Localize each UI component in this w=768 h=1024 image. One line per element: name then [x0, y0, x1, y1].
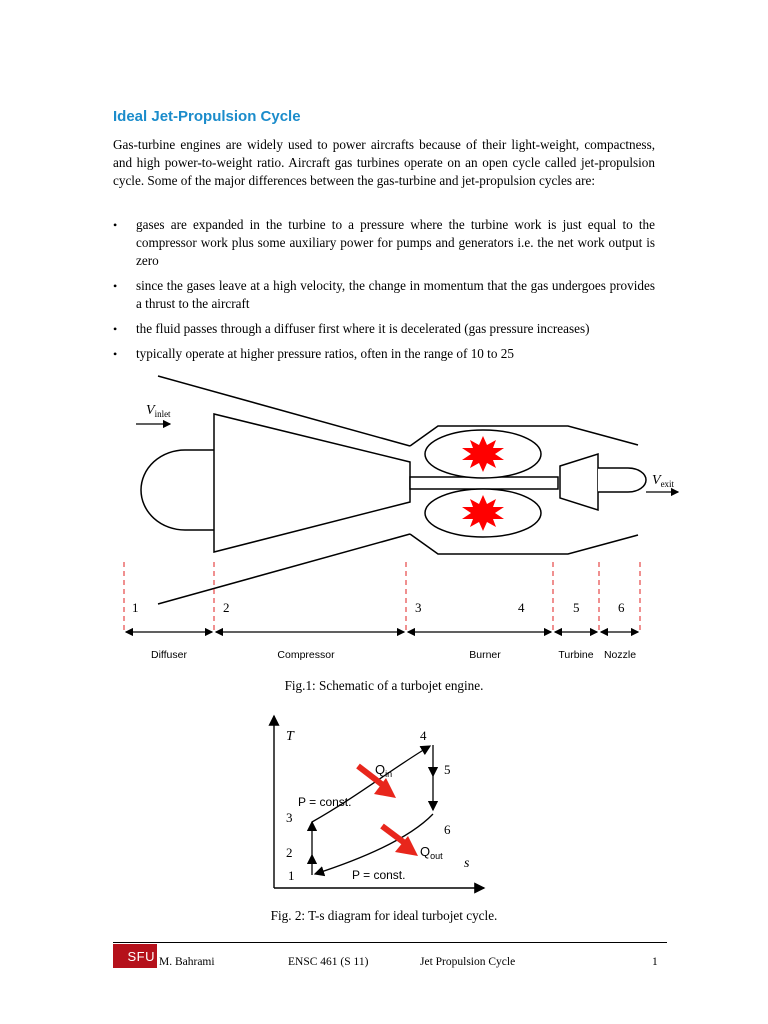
- list-item: [113, 345, 655, 363]
- turbojet-schematic: [110, 370, 690, 670]
- state-3-label: 3: [286, 810, 293, 825]
- footer-topic: Jet Propulsion Cycle: [420, 956, 516, 968]
- intro-paragraph: Gas-turbine engines are widely used to power aircrafts because of their light-weight, compactness, and high power-to-weight ratio. Aircraft gas turbines operate on an open cycle called jet-propulsion cycle. Some of the major differences between the gas-turbine and jet-propulsion cycles are:: [113, 137, 655, 188]
- s-axis-label: s: [464, 856, 470, 871]
- footer-course: ENSC 461 (S 11): [288, 956, 369, 968]
- list-item-text: the fluid passes through a diffuser first where it is decelerated (gas pressure increases): [136, 321, 590, 336]
- section-nozzle: Nozzle: [603, 649, 637, 661]
- state-4-label: 4: [420, 728, 427, 743]
- inlet-cone: [141, 450, 214, 530]
- shaft: [410, 477, 558, 489]
- state-6-label: 6: [444, 822, 451, 837]
- v-inlet-label: $V_{inlet}$: [146, 403, 171, 419]
- exhaust-cone: [598, 468, 646, 492]
- bullet-icon: •: [113, 218, 118, 232]
- section-burner: Burner: [469, 649, 501, 661]
- p-const-top-label: P = const.: [298, 795, 352, 809]
- station-lines: [124, 562, 640, 632]
- list-item: [113, 320, 655, 338]
- page-number: 1: [652, 956, 658, 968]
- state-2-label: 2: [286, 845, 293, 860]
- list-item: [113, 216, 655, 270]
- ts-diagram: [258, 710, 498, 895]
- station-6-label: 6: [618, 600, 625, 615]
- station-1-label: 1: [132, 600, 139, 615]
- bullet-icon: •: [113, 279, 118, 293]
- p-const-bottom-label: P = const.: [352, 868, 406, 882]
- station-4-label: 4: [518, 600, 525, 615]
- list-item-text: typically operate at higher pressure ratios, often in the range of 10 to 25: [136, 346, 514, 361]
- list-item-text: since the gases leave at a high velocity, the change in momentum that the gas undergoes provides a thrust to the aircraft: [136, 278, 655, 311]
- figure-1-caption: Fig.1: Schematic of a turbojet engine.: [284, 678, 484, 693]
- footer-author: M. Bahrami: [159, 956, 215, 968]
- section-heading: Ideal Jet-Propulsion Cycle: [113, 108, 301, 125]
- state-5-label: 5: [444, 762, 451, 777]
- differences-list: [113, 216, 655, 370]
- station-3-label: 3: [415, 600, 422, 615]
- bullet-icon: •: [113, 347, 118, 361]
- casing-lower-rear: [410, 534, 638, 554]
- section-diffuser: Diffuser: [151, 649, 187, 661]
- t-axis-label: T: [286, 729, 294, 744]
- compressor: [214, 414, 410, 552]
- list-item: [113, 277, 655, 313]
- sfu-logo: SFU: [113, 944, 157, 968]
- list-item-text: gases are expanded in the turbine to a pressure where the turbine work is just equal to the compressor work plus some auxiliary power for pumps and generators i.e. the net work output is zero: [136, 217, 655, 268]
- footer-divider: [113, 942, 667, 943]
- q-in-label: $Q_{in}$: [375, 762, 393, 779]
- bullet-icon: •: [113, 322, 118, 336]
- casing-lower-front: [158, 534, 410, 604]
- cycle-path: [312, 745, 433, 875]
- station-2-label: 2: [223, 600, 230, 615]
- figure-2-caption: Fig. 2: T-s diagram for ideal turbojet cycle.: [270, 908, 498, 923]
- station-5-label: 5: [573, 600, 580, 615]
- section-turbine: Turbine: [558, 649, 594, 661]
- state-1-label: 1: [288, 868, 295, 883]
- section-compressor: Compressor: [277, 649, 335, 661]
- v-exit-label: $V_{exit}$: [652, 473, 675, 489]
- turbine: [560, 454, 598, 510]
- q-out-label: $Q_{out}$: [420, 844, 443, 861]
